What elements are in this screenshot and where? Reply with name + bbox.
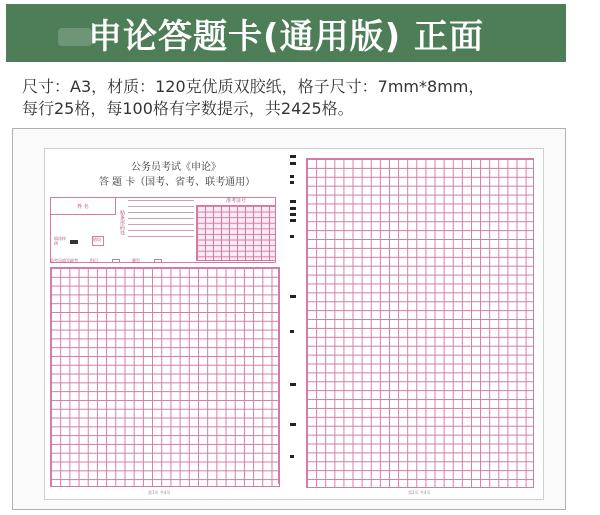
subject-label: 科目: [90, 258, 98, 263]
card-title: 公务员考试《申论》: [131, 162, 221, 173]
exam-number-label: 准考证号: [225, 198, 246, 204]
type-label: 题型: [132, 258, 140, 263]
grid-divider: [278, 268, 279, 484]
timing-marks: [288, 155, 298, 495]
product-banner: [6, 4, 566, 62]
subject-row: [50, 257, 276, 265]
spec-line-1: 尺寸：A3，材质：120克优质双胶纸，格子尺寸：7mm*8mm，: [22, 77, 485, 96]
page-footer-right: 第2页 共4页: [408, 490, 431, 495]
page-footer-left: 第1页 共4页: [148, 490, 171, 495]
instructions-block: [128, 200, 194, 248]
exam-number-grid: [196, 205, 276, 261]
card-subtitle: 答 题 卡（国考、省考、联考通用）: [98, 177, 256, 188]
banner-title: 申论答题卡(通用版) 正面: [88, 16, 484, 57]
watermark-logo: [58, 28, 92, 46]
spec-line-2: 每行25格，每100格有字数提示，共2425格。: [22, 99, 354, 118]
writing-grid-left: [50, 267, 280, 487]
writing-grid-right: [306, 158, 534, 488]
barcode-label: 贴条形码处: [119, 210, 125, 235]
fill-example-label: 填涂样例: [54, 236, 66, 246]
fill-example-mark: [70, 240, 78, 244]
name-field: 姓 名: [50, 197, 116, 215]
notice-label: 监考员填写缺考: [50, 258, 78, 263]
spec-text: [22, 76, 582, 120]
fill-wrong-box: 错误: [92, 236, 104, 246]
